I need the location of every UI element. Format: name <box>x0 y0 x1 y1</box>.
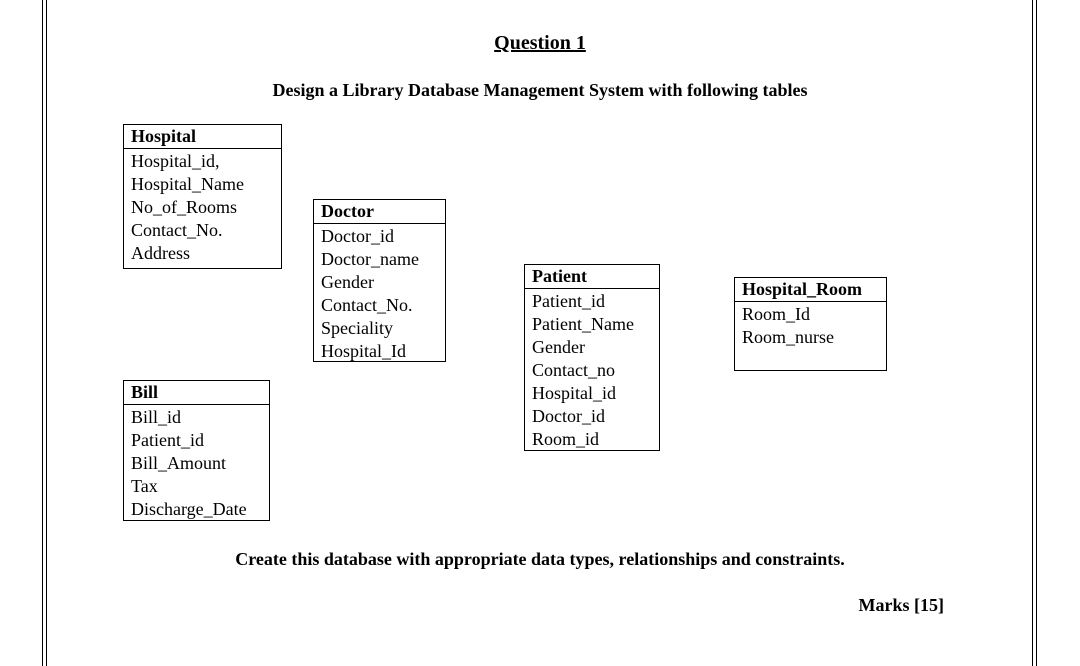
hospital-room-table <box>734 277 887 371</box>
field-item: Room_id <box>532 429 600 449</box>
field-item: Hospital_id <box>532 383 616 403</box>
field-item: Gender <box>532 337 585 357</box>
field-item: Contact_No. <box>321 295 413 315</box>
field-item: Patient_id <box>131 430 204 450</box>
marks-label: Marks [15] <box>858 595 944 615</box>
field-item: Gender <box>321 272 374 292</box>
field-item: Room_nurse <box>742 327 834 347</box>
table-name: Bill <box>124 381 269 405</box>
field-item: Hospital_Id <box>321 341 406 361</box>
field-item: Contact_No. <box>131 220 223 240</box>
field-list <box>124 405 269 521</box>
field-item: Tax <box>131 476 158 496</box>
field-item: Patient_id <box>532 291 605 311</box>
field-item: Hospital_Name <box>131 174 244 194</box>
field-list <box>525 289 659 451</box>
field-item: Doctor_name <box>321 249 419 269</box>
field-item: Patient_Name <box>532 314 634 334</box>
field-item: Bill_Amount <box>131 453 227 473</box>
instruction-text: Design a Library Database Management System with following tables <box>272 80 808 100</box>
table-name: Hospital <box>124 125 281 149</box>
field-item: Speciality <box>321 318 393 338</box>
field-item: Bill_id <box>131 407 182 427</box>
field-list <box>124 149 281 265</box>
footer-instruction: Create this database with appropriate data types, relationships and constraints. <box>235 549 845 569</box>
table-name: Doctor <box>314 200 445 224</box>
field-item: Discharge_Date <box>131 499 247 519</box>
field-item: Address <box>131 243 190 263</box>
patient-table <box>524 264 660 451</box>
field-item: No_of_Rooms <box>131 197 238 217</box>
field-item: Room_Id <box>742 304 811 324</box>
question-title: Question 1 <box>494 32 586 54</box>
field-item: Contact_no <box>532 360 615 380</box>
field-item: Doctor_id <box>321 226 394 246</box>
bill-table <box>123 380 270 521</box>
field-item: Hospital_id, <box>131 151 220 171</box>
table-name: Hospital_Room <box>735 278 886 302</box>
field-item: Doctor_id <box>532 406 605 426</box>
doctor-table <box>313 199 446 362</box>
table-name: Patient <box>525 265 659 289</box>
field-list <box>314 224 445 363</box>
field-list <box>735 302 886 349</box>
hospital-table <box>123 124 282 269</box>
